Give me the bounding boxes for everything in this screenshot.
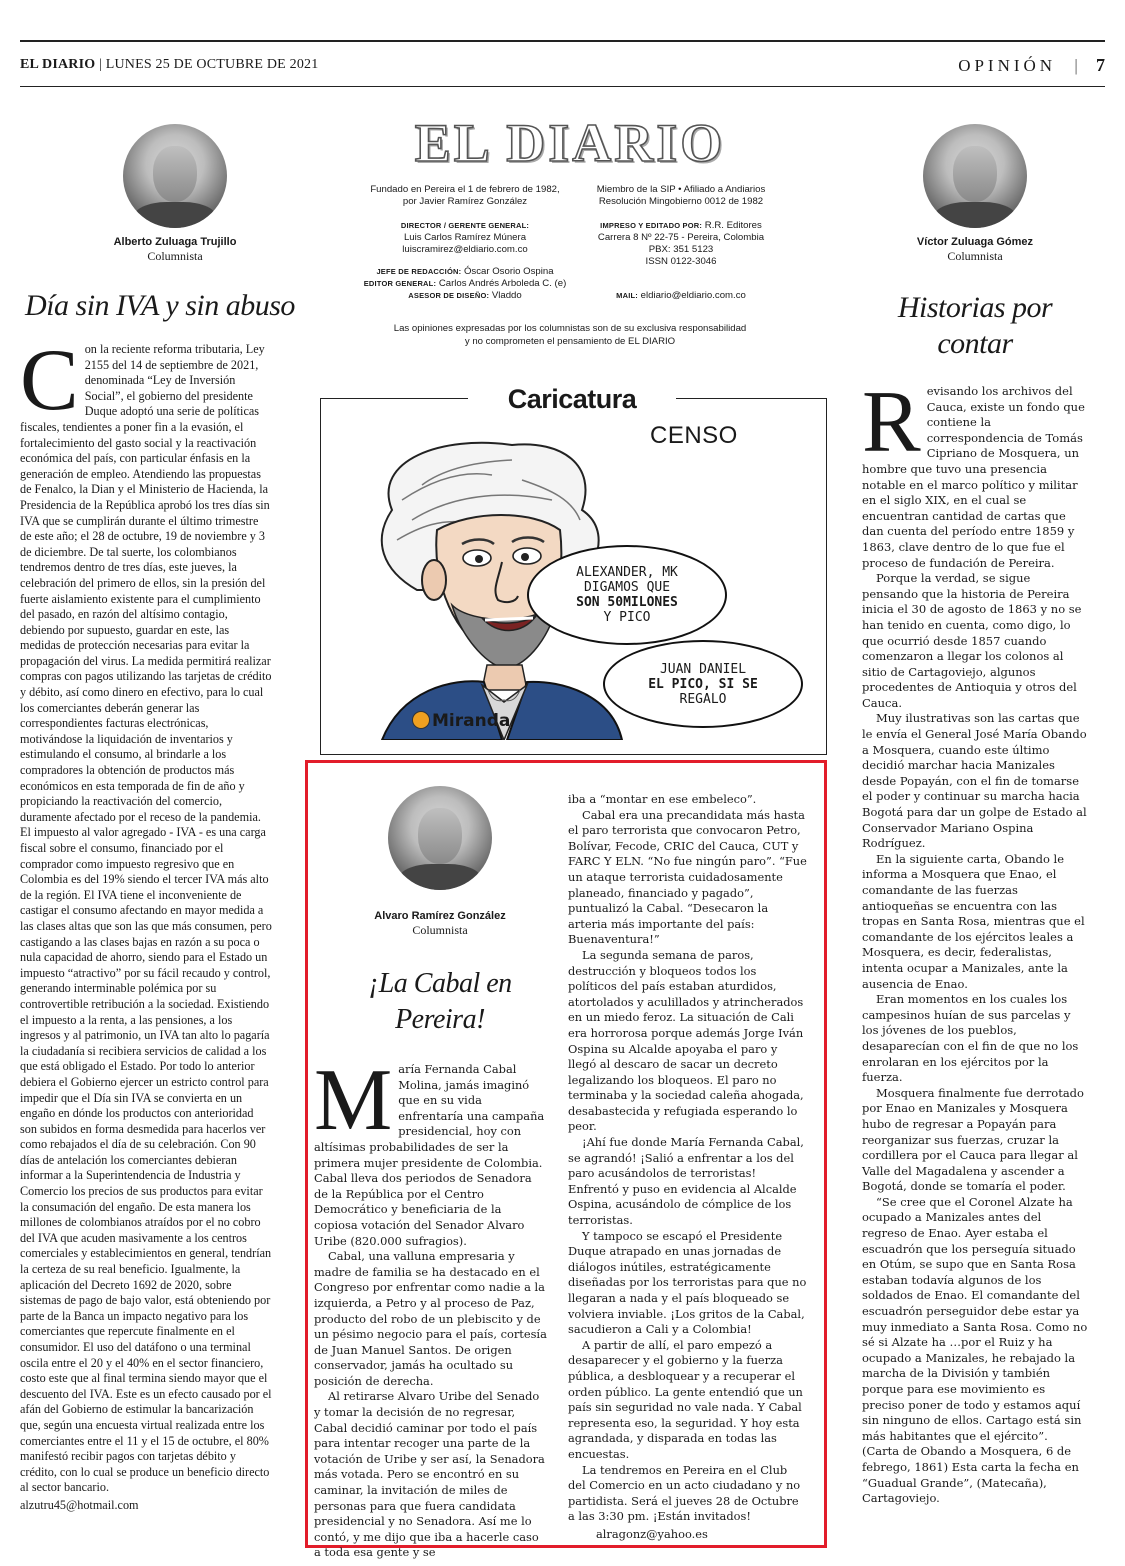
center-article-col1 [314, 1052, 548, 1561]
issn-line: ISSN 0122-3046 [645, 256, 717, 267]
left-article-title: Día sin IVA y sin abuso [25, 289, 295, 322]
director-name: Luis Carlos Ramírez Múnera [403, 232, 527, 243]
director-email: luiscramirez@eldiario.com.co [402, 244, 528, 255]
paragraph: Y tampoco se escapó el Presidente Duque atrapado en unas jornadas de diálogos inútiles, estratégicamente diseñadas por los terroristas para que no llegaran a nada y el país bloqueado se volviera inviable. ¡Los gritos de la Cabal, sacudieron a Cali y a Colombia! [568, 1228, 807, 1337]
columnist-photo [923, 124, 1027, 228]
header-separator: | [99, 57, 103, 72]
masthead-left [360, 184, 570, 302]
columnist-role: Columnista [947, 249, 1003, 263]
cartoonist-signature: Miranda [412, 711, 510, 731]
masthead [360, 112, 780, 174]
center-article-title: ¡La Cabal en Pereira! [368, 968, 512, 1035]
header-separator-2: | [1074, 55, 1078, 75]
center-columnist [325, 786, 555, 938]
header-right [958, 55, 1105, 76]
issue-date: LUNES 25 DE OCTUBRE DE 2021 [105, 57, 319, 72]
right-article-body [862, 374, 1088, 1507]
phone-line: PBX: 351 5123 [648, 244, 714, 255]
author-email: alragonz@yahoo.es [596, 1526, 708, 1541]
right-article-title: Historias por contar [897, 291, 1053, 360]
bubble-line: JUAN DANIEL [659, 661, 747, 677]
jefe-line: JEFE DE REDACCIÓN: Óscar Osorio Ospina [376, 266, 554, 277]
page-header [20, 50, 1105, 80]
masthead-right [576, 184, 786, 302]
disclaimer-line: Las opiniones expresadas por los columnistas son de su exclusiva responsabilidad [393, 323, 747, 334]
paragraph: evisando los archivos del Cauca, existe un fondo que contiene la correspondencia de Tomás Cipriano de Mosquera, un hombre que tuvo una presencia notable en el marco político y militar en el siglo XIX, en el cual se encuentran cantidad de cartas que dan cuenta del período entre 1859 y 1863, clave dentro de lo que fue el proceso de fundación de Pereira. [862, 384, 1085, 570]
paragraph: iba a “montar en ese embeleco”. [568, 792, 757, 806]
paragraph: Al retirarse Alvaro Uribe del Senado y tomar la decisión de no regresar, Cabal decidió caminar por todo el país para intentar recoger una parte de la votación de Uribe y ser así, la Senadora más votada. Pero se encontró en su caminar, la invitación de miles de personas para que fuera candidata presidencial y no Senadora. Así me lo contó, y me dijo que iba a hacerle caso a toda esa gente y se [314, 1389, 545, 1560]
paragraph: Cabal, una valluna empresaria y madre de familia se ha destacado en el Congreso por enfrentar como nadie a la izquierda, a Petro y al proceso de Paz, producto del robo de un plebiscito y de un pésimo negocio para el país, cortesía de Juan Manuel Santos. De origen conservador, jamás ha ocultado su posición de derecha. [314, 1249, 547, 1388]
columnist-role: Columnista [147, 249, 203, 263]
bubble-line: ALEXANDER, MK [576, 565, 678, 580]
columnist-name: Alvaro Ramírez González [374, 910, 506, 922]
left-article-body [20, 332, 272, 1514]
bubble-line: DIGAMOS QUE [583, 580, 671, 595]
cartoonist-logo-icon [412, 711, 430, 729]
speech-bubble-1 [527, 545, 727, 645]
disclaimer-line: y no comprometen el pensamiento de EL DIARIO [464, 336, 676, 347]
resolution-line: Resolución Mingobierno 0012 de 1982 [598, 196, 764, 207]
columnist-name: Alberto Zuluaga Trujillo [113, 236, 237, 248]
center-article-col2 [568, 792, 808, 1543]
paragraph: “Se cree que el Coronel Alzate ha ocupado a Manizales antes del regreso de Enao. Ayer estaba el escuadrón que los perseguía situado en Otúm, se supo que en Santa Rosa estaban todavía algunos de los soldados de Enao. El comandante del escuadrón perseguidor debe estar ya muy inmediato a Santa Rosa. Como no sé si Alzate ha …por el Ruiz y ha ocupado a Manizales, he rebajado la marcha de la División y también porque para ese movimiento es preciso poner de todo y estamos aquí sin ninguno de ellos. Cartago está sin más habitantes que el ejército”. (Carta de Obando a Mosquera, 6 de febrego, 1861) Esta carta la fecha en “Guadual Grande”, (Matecaña), Cartagoviejo. [862, 1194, 1088, 1506]
asesor-line: ASESOR DE DISEÑO: Vladdo [408, 290, 522, 301]
address-line: Carrera 8 Nº 22-75 - Pereira, Colombia [597, 232, 765, 243]
paragraph: En la siguiente carta, Obando le informa a Mosquera que Enao, el comandante de las fuerzas antioqueñas se encuentra con las tropas en Santa Rosa, mientras que el comandante de los ejércitos leales a Mosquera, es decir, federalistas, intenta ocupar a Manizales, ante la ausencia de Enao. [862, 851, 1085, 991]
cartoon-title: CENSO [650, 422, 738, 449]
paragraph: Mosquera finalmente fue derrotado por Enao en Manizales y Mosquera hubo de regresar a Popayán para reorganizar sus fuerzas, cruzar la cordillera por el Cauca para llegar al Valle del Magadalena y ascender a Bogotá, donde se tomaría el poder. [862, 1085, 1084, 1194]
director-label: DIRECTOR / GERENTE GENERAL: [400, 221, 530, 230]
right-columnist [860, 124, 1090, 264]
membership-line: Miembro de la SIP • Afiliado a Andiarios [596, 184, 766, 195]
paragraph: aría Fernanda Cabal Molina, jamás imaginó que en su vida enfrentaría una campaña presidencial, hoy con altísimas probabilidades de ser la primera mujer presidente de Colombia. Cabal lleva dos periodos de Senadora de la República por el Centro Democrático y beneficiaria de la copiosa votación del Senador Alvaro Uribe (820.000 sufragios). [314, 1062, 545, 1248]
paragraph: ¡Ahí fue donde María Fernanda Cabal, se agrandó! ¡Salió a enfrentar a los del paro acusándolos de terroristas! Enfrentó y puso en evidencia al Alcalde Ospina, acusándolo de cómplice de los terroristas. [568, 1135, 804, 1228]
columnist-name: Víctor Zuluaga Gómez [916, 236, 1034, 248]
founder-line: por Javier Ramírez González [402, 196, 528, 207]
speech-bubble-2 [603, 640, 803, 728]
paragraph: A partir de allí, el paro empezó a desaparecer y el gobierno y la fuerza pública, a desbloquear y a recuperar el orden público. La gente entendió que un país sin seguridad no vale nada. Y Cabal representa eso, la seguridad. Y hoy esta agrandada, y disparada en todas las encuestas. [568, 1337, 803, 1461]
paragraph: La tendremos en Pereira en el Club del Comercio en un acto ciudadano y no partidista. Será el jueves 28 de Octubre a las 3:30 pm. ¡Están invitados! [568, 1462, 801, 1524]
columnist-role: Columnista [412, 923, 468, 937]
paragraph: Porque la verdad, se sigue pensando que la historia de Pereira inicia el 30 de agosto de 1863 y no se han tenido en cuenta, como digo, lo que ocurrió desde 1857 cuando comenzaron a llegar los colonos al sitio de Cartagoviejo, algunos procedentes de Antioquia y otros del Cauca. [862, 571, 1082, 710]
paragraph: Muy ilustrativas son las cartas que le envía el General José María Obando a Mosquera, cuando este último decidió marchar hacia Manizales desde Popayán, con el fin de tomarse el poder y continuar su marcha hacia Bogotá para dar un golpe de Estado al Conservador Mariano Ospina Rodríguez. [862, 711, 1087, 851]
paragraph: Eran momentos en los cuales los campesinos huían de sus parcelas y los jóvenes de los pueblos, desaparecían con el fin de que no los enrolaran en los ejércitos por la fuerza. [862, 992, 1079, 1085]
author-email: alzutru45@hotmail.com [20, 1497, 139, 1512]
disclaimer [360, 322, 780, 348]
header-rule [20, 86, 1105, 87]
paragraph: La segunda semana de paros, destrucción y bloqueos todos los políticos del país estaban aturdidos, atortolados y aculillados y atrincherados en un miedo feroz. La situación de Cali era horrorosa porque además Jorge Iván Ospina su Alcalde apoyaba el paro y llegó al descaro de sacar un decreto legalizando los bloqueos. El paro no terminaba y la sociedad caleña ahogada, desabastecida y refugiada esperando lo peor. [568, 947, 804, 1134]
cartoon-label: Caricatura [468, 384, 676, 415]
mail-line: MAIL: eldiario@eldiario.com.co [616, 290, 746, 301]
paragraph: on la reciente reforma tributaria, Ley 2155 del 14 de septiembre de 2021, denominada “Ley de Inversión Social”, el gobierno del presidente Duque adoptó una serie de políticas fiscales, tendientes a poner fin a la evasión, el fortalecimiento del gasto social y la reactivación económica del país, con particular énfasis en la generación de empleo. Atendiendo las propuestas de Fenalco, la Dian y el Ministerio de Hacienda, la Presidencia de la República aprobó los tres días sin IVA que se cumplirán durante el último trimestre de este año; el 28 de octubre, 19 de noviembre y 3 de diciembre. De tal suerte, los colombianos tendremos dentro de tres días, este jueves, la celebración del primero de ellos, sin la presión del fuerte aislamiento existente para el cumplimiento del pasado, en razón del altísimo contagio, debiendo por supuesto, guardar en este, las medidas de protección necesarias para evitar la propagación del virus. La medida permitirá realizar compras con pagos utilizando las tarjetas de crédito y débito, así como dinero en efectivo, para lo cual los comerciantes deberán generar las correspondientes facturas electrónicas, motivándose la liquidación de inventarios y estimulando el consumo, al brindarle a los compradores la obtención de productos más económicos en esta temporada de fin de año y propiciando la reactivación del comercio, duramente afectado por el receso de la pandemia. El impuesto al valor agregado - IVA - es una carga fiscal sobre el consumo, financiado por el comprador como impuesto regresivo que en Colombia es del 19% siendo el tercer IVA más alto de la región. El IVA tiene el inconveniente de castigar el consumo afectando en mayor medida a las clases altas que son las que más consumen, pero castigando a las clases bajas en razón a su poca o nula capacidad de ahorro, siendo para el Estado un impuesto “atractivo” por su fácil recaudo y control, generando interminable polémica por su controvertible retribución a la sociedad. Existiendo el impuesto a la renta, a las pensiones, a los ingresos y al patrimonio, un IVA tan alto lo pagaría la ciudadanía si recibiera servicios de calidad a los que está obligado el Estado. Por todo lo anterior debiera el Gobierno ejercer un estricto control para impedir que el Día sin IVA se convierta en un engaño en dónde los productos con anterioridad son subidos en forma desmedida para hacerlos ver como rebajados el día de su celebración. Con 90 días de antelación los comerciantes debieran informar a la Superintendencia de Industria y Comercio los precios de sus productos para evitar la consumación del engaño. De esta manera los millones de colombianos atraídos por el no cobro del IVA que acuden masivamente a los centros comerciales y establecimientos en general, tendrían la certeza de su real beneficio. Igualmente, la aplicación del Decreto 1692 de 2020, sobre sistemas de pago de bajo valor, está obteniendo por parte de la Banca un impacto negativo para los comerciantes que repercute finalmente en el consumidor. El uso del datáfono o una terminal oscila entre el 20 y el 40% en el sector financiero, costo este que al final termina siendo mayor que el descuento del IVA. Este es un efecto causado por el afán del Gobierno de estimular la bancarización que, según una encuesta virtual realizada entre los comerciantes entre el 11 y el 15 de octubre, el 80% manifestó recibir pagos con tarjetas débito y crédito, con lo cual se produce un beneficio directo al sector bancario. [20, 342, 272, 1495]
columnist-photo [123, 124, 227, 228]
dropcap: M [314, 1052, 393, 1149]
left-columnist [60, 124, 290, 264]
impreso-line: IMPRESO Y EDITADO POR: R.R. Editores [600, 220, 762, 231]
bubble-line: Y PICO [603, 610, 651, 625]
bubble-line: REGALO [679, 691, 727, 707]
founded-line: Fundado en Pereira el 1 de febrero de 1982, [370, 184, 560, 195]
section-name: OPINIÓN [958, 55, 1057, 75]
editor-line: EDITOR GENERAL: Carlos Andrés Arboleda C. (e) [363, 278, 567, 289]
dropcap: C [20, 332, 79, 429]
bubble-bold-line: SON 50MILONES [576, 595, 678, 610]
columnist-photo [388, 786, 492, 890]
page-number: 7 [1096, 54, 1105, 75]
paper-name: EL DIARIO [20, 57, 96, 72]
dropcap: R [862, 374, 921, 471]
paragraph: Cabal era una precandidata más hasta el paro terrorista que convocaron Petro, Bolívar, Fecode, CRIC del Cauca, CUT y FARC Y ELN. “No fue ningún paro”. “Fue un ataque terrorista cuidadosamente planeado, financiado y pagado”, puntualizó la Cabal. “Desecaron la arteria más importante del país: Buenaventura!” [568, 807, 807, 947]
bubble-bold-line: EL PICO, SI SE [648, 676, 758, 692]
masthead-logo: EL DIARIO [414, 113, 726, 173]
header-left [20, 57, 318, 73]
top-rule [20, 40, 1105, 42]
